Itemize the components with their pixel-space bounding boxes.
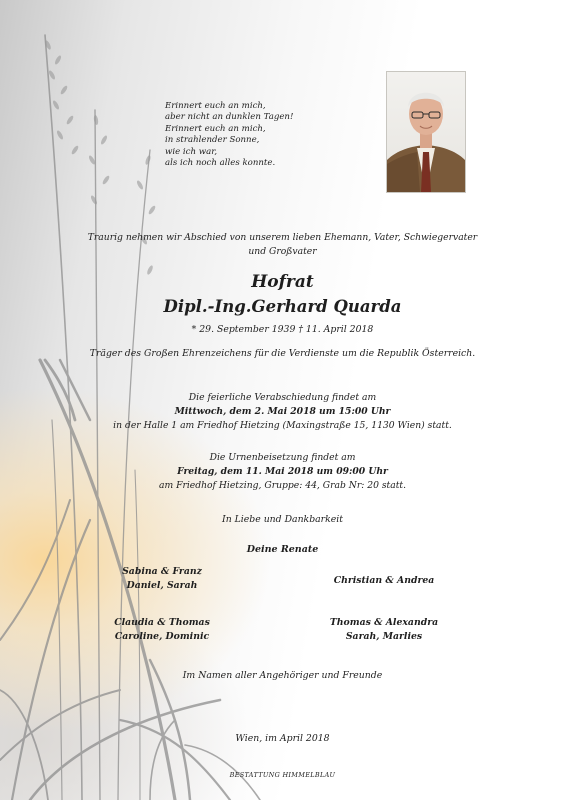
poem-line: Erinnert euch an mich, (165, 123, 266, 134)
family-entry (284, 616, 484, 643)
intro-line: Traurig nehmen wir Abschied von unserem lieben Ehemann, Vater, Schwiegervater (87, 232, 478, 243)
undertaker-name: BESTATTUNG HIMMELBLAU (229, 771, 336, 779)
intro-line: und Großvater (248, 246, 317, 257)
relatives-text: Im Namen aller Angehöriger und Freunde (182, 670, 383, 681)
family-entry (62, 616, 262, 643)
family-line: Sabina & Franz (122, 566, 202, 577)
farewell-line: Die feierliche Verabschiedung findet am (188, 392, 377, 403)
honor-text: Träger des Großen Ehrenzeichens für die Verdienste um die Republik Österreich. (89, 348, 476, 359)
deceased-title: Hofrat (251, 272, 314, 292)
urn-date: Freitag, dem 11. Mai 2018 um 09:00 Uhr (177, 466, 388, 477)
farewell-date: Mittwoch, dem 2. Mai 2018 um 15:00 Uhr (174, 406, 391, 417)
urn-block (0, 451, 565, 493)
family-line: Daniel, Sarah (126, 579, 198, 591)
family-line: Sarah, Marlies (345, 630, 423, 642)
family-line: Claudia & Thomas (114, 617, 210, 628)
farewell-location: in der Halle 1 am Friedhof Hietzing (Maxingstraße 15, 1130 Wien) statt. (113, 420, 452, 431)
portrait-photo (386, 71, 466, 193)
urn-location: am Friedhof Hietzing, Gruppe: 44, Grab Nr: 20 statt. (158, 480, 407, 491)
farewell-block (0, 391, 565, 433)
urn-line: Die Urnenbeisetzung findet am (209, 452, 356, 463)
family-line: Thomas & Alexandra (329, 617, 439, 628)
poem-line: wie ich war, (165, 146, 218, 157)
poem (165, 101, 365, 169)
family-entry (284, 574, 484, 588)
intro-text (0, 231, 565, 259)
family-line: Christian & Andrea (333, 575, 435, 586)
closing-text: In Liebe und Dankbarkeit (222, 514, 343, 525)
poem-line: aber nicht an dunklen Tagen! (165, 112, 294, 123)
family-line: Caroline, Dominic (114, 630, 210, 642)
poem-line: als ich noch alles konnte. (165, 158, 276, 169)
deceased-name: Dipl.-Ing.Gerhard Quarda (163, 297, 402, 316)
poem-line: Erinnert euch an mich, (165, 101, 266, 111)
life-dates: * 29. September 1939 † 11. April 2018 (191, 324, 374, 335)
place-date: Wien, im April 2018 (235, 733, 330, 744)
family-entry (62, 565, 262, 592)
poem-line: in strahlender Sonne, (165, 135, 260, 146)
wife-name: Deine Renate (246, 544, 319, 555)
